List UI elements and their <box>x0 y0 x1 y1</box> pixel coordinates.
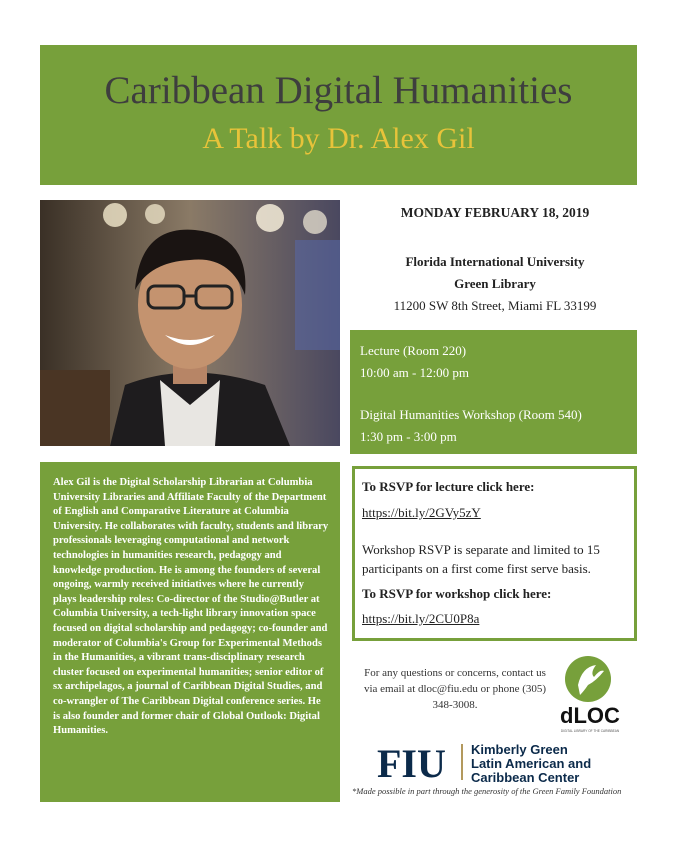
rsvp-box <box>352 466 637 641</box>
lecture-rsvp-link[interactable]: https://bit.ly/2GVy5zY <box>362 505 481 520</box>
dloc-logo <box>560 655 620 735</box>
workshop-rsvp-heading: To RSVP for workshop click here: <box>362 586 552 601</box>
header-banner <box>40 45 637 185</box>
workshop-time: 1:30 pm - 3:00 pm <box>360 429 457 444</box>
dloc-wordmark: dLOC <box>560 703 620 728</box>
venue-block <box>355 251 635 317</box>
workshop-label: Digital Humanities Workshop (Room 540) <box>360 407 582 422</box>
fiu-center-logo <box>375 740 635 785</box>
speaker-photo <box>40 200 340 446</box>
dloc-tagline: DIGITAL LIBRARY OF THE CARIBBEAN <box>560 729 620 733</box>
workshop-rsvp-note: Workshop RSVP is separate and limited to 15 participants on a first come first serve basis. <box>362 542 600 576</box>
center-line-2: Latin American and <box>471 756 592 771</box>
schedule-box <box>350 330 637 454</box>
speaker-bio: Alex Gil is the Digital Scholarship Librarian at Columbia University Libraries and Affiliate Faculty of the Department of English and Comparative Literature at Columbia University. He collaborates with faculty, students and library professionals leveraging computational and network technologies in humanities research, pedagogy and knowledge production. He is among the founders of several ongoing, warmly received initiatives where he currently plays leadership roles: Co-director of the Studio@Butler at Columbia University, a tech-light library innovation space focused on digital scholarship and pedagogy; co-founder and moderator of Columbia's Group for Experimental Methods in the Humanities, a vibrant trans-disciplinary research cluster focused on experimental humanities; senior editor of sx archipelagos, a journal of Caribbean Digital Studies, and co-wrangler of The Caribbean Digital conference series. He is also founder and former chair of Global Outlook: Digital Humanities. <box>40 462 340 802</box>
center-line-1: Kimberly Green <box>471 742 568 757</box>
venue-name: Florida International University <box>405 254 585 269</box>
event-title: Caribbean Digital Humanities <box>104 69 573 112</box>
funding-footnote: *Made possible in part through the generosity of the Green Family Foundation <box>352 786 622 796</box>
event-date: MONDAY FEBRUARY 18, 2019 <box>400 205 590 220</box>
fiu-wordmark: FIU <box>377 741 446 785</box>
venue-building: Green Library <box>454 276 536 291</box>
lecture-label: Lecture (Room 220) <box>360 343 467 358</box>
center-line-3: Caribbean Center <box>471 770 580 785</box>
workshop-rsvp-link[interactable]: https://bit.ly/2CU0P8a <box>362 611 480 626</box>
lecture-time: 10:00 am - 12:00 pm <box>360 365 470 380</box>
venue-address: 11200 SW 8th Street, Miami FL 33199 <box>393 298 597 313</box>
contact-info: For any questions or concerns, contact us via email at dloc@fiu.edu or phone (305) 348-3008. <box>363 667 547 711</box>
event-subtitle: A Talk by Dr. Alex Gil <box>202 122 475 155</box>
lecture-rsvp-heading: To RSVP for lecture click here: <box>362 479 535 494</box>
